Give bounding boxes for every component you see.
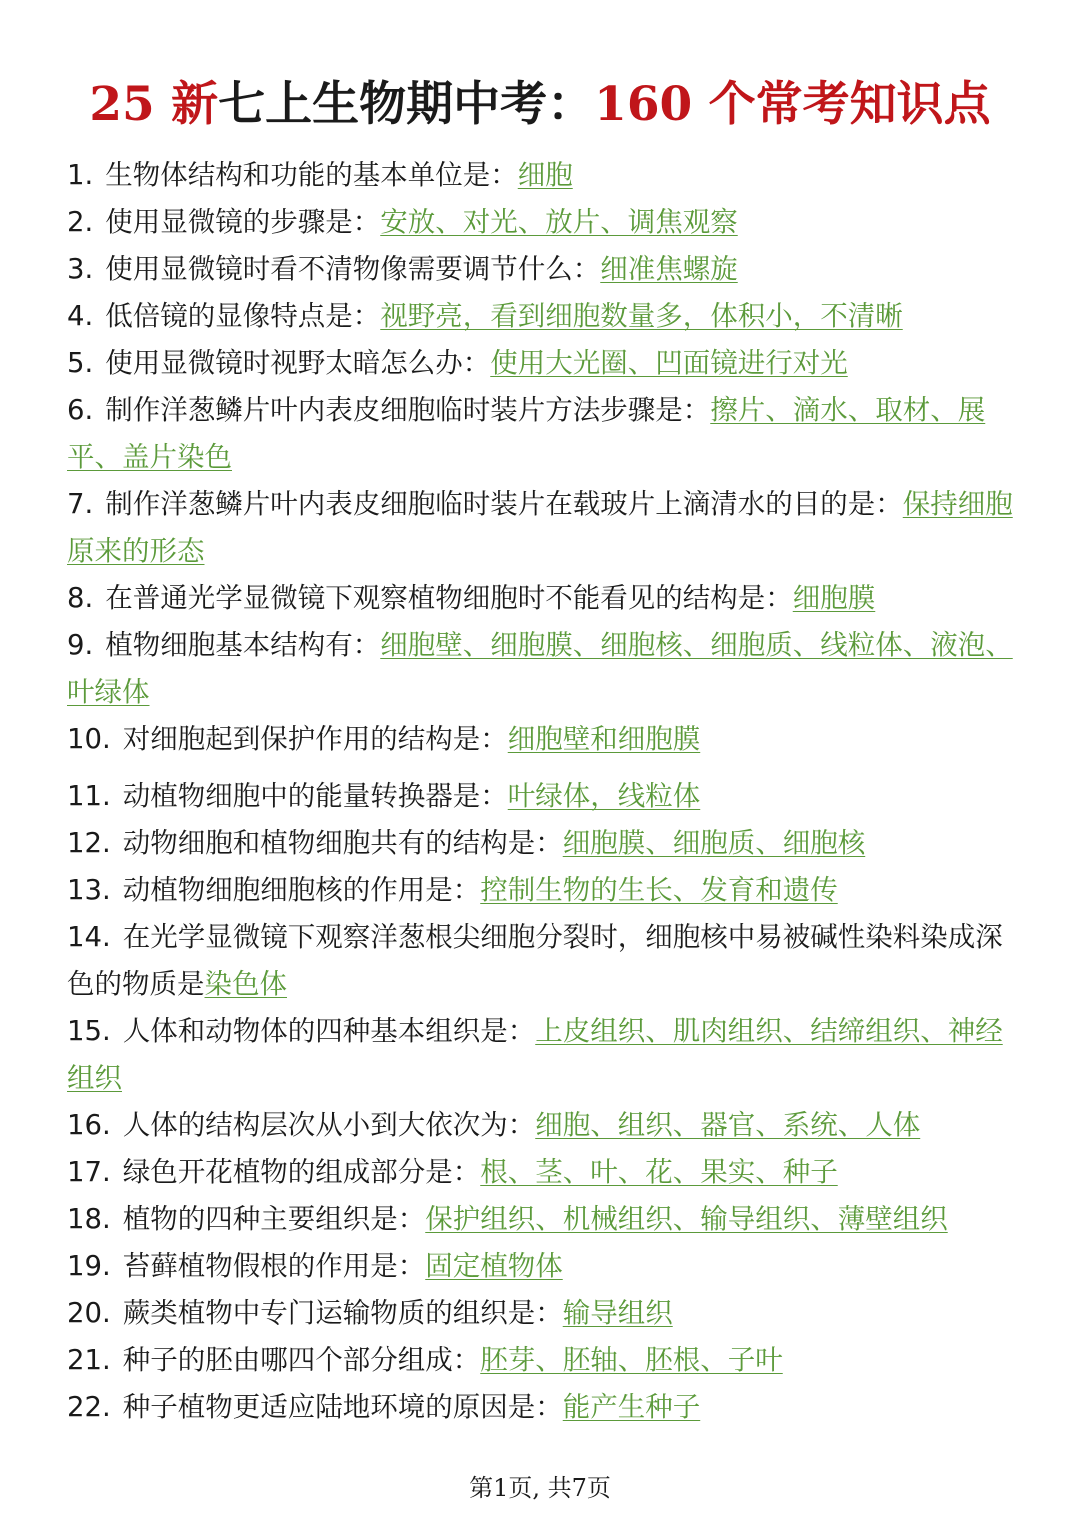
item-answer: 保护组织、机械组织、输导组织、薄壁组织 [425,1203,948,1235]
item-answer: 安放、对光、放片、调焦观察 [380,206,738,238]
item-question: 使用显微镜的步骤是： [105,206,381,238]
title-part-count: 160 个常考知识点 [594,77,991,132]
item-question: 生物体结构和功能的基本单位是： [105,159,518,191]
item-question: 蕨类植物中专门运输物质的组织是： [122,1297,563,1329]
item-answer: 细胞壁和细胞膜 [507,723,701,755]
item-number: 9. [67,629,94,661]
title-part-subject: 七上生物期中考： [218,77,595,132]
item-number: 1. [67,159,94,191]
item-question: 对细胞起到保护作用的结构是： [122,723,508,755]
item-answer: 细胞 [517,159,573,191]
knowledge-point-list [67,152,1017,1431]
item-answer: 控制生物的生长、发育和遗传 [480,874,838,906]
list-item [67,867,1017,914]
item-answer: 输导组织 [562,1297,673,1329]
item-question: 苔藓植物假根的作用是： [122,1250,426,1282]
list-item [67,575,1017,622]
item-number: 20. [67,1297,111,1329]
list-item [67,1243,1017,1290]
item-answer: 使用大光圈、凹面镜进行对光 [490,347,848,379]
list-item [67,1196,1017,1243]
item-answer: 细胞壁、细胞膜、细胞核、细胞质、线粒体、液泡、叶绿体 [67,629,1013,708]
item-answer: 擦片、滴水、取材、展平、盖片染色 [67,394,986,473]
item-answer: 细准焦螺旋 [600,253,738,285]
item-number: 2. [67,206,94,238]
page-footer: 第1页, 共7页 [469,1474,611,1502]
list-item [67,622,1017,716]
list-item [67,820,1017,867]
item-number: 12. [67,827,111,859]
item-number: 11. [67,780,111,812]
item-question: 在光学显微镜下观察洋葱根尖细胞分裂时，细胞核中易被碱性染料染成深色的物质是 [67,921,1003,1000]
item-question: 使用显微镜时视野太暗怎么办： [105,347,491,379]
item-answer: 能产生种子 [562,1391,701,1423]
item-question: 人体和动物体的四种基本组织是： [122,1015,536,1047]
item-question: 动植物细胞细胞核的作用是： [122,874,481,906]
list-item [67,246,1017,293]
item-question: 种子植物更适应陆地环境的原因是： [122,1391,563,1423]
item-question: 动植物细胞中的能量转换器是： [122,780,508,812]
item-question: 植物细胞基本结构有： [105,629,381,661]
item-number: 13. [67,874,111,906]
list-item [67,481,1017,575]
item-number: 3. [67,253,94,285]
item-answer: 细胞膜、细胞质、细胞核 [562,827,866,859]
list-item [67,1008,1017,1102]
list-item [67,1384,1017,1431]
item-number: 21. [67,1344,111,1376]
list-item [67,340,1017,387]
list-item [67,387,1017,481]
title-part-year: 25 新 [89,77,219,132]
page-title [0,68,1080,142]
list-item [67,1337,1017,1384]
item-number: 16. [67,1109,111,1141]
item-question: 植物的四种主要组织是： [122,1203,426,1235]
item-answer: 根、茎、叶、花、果实、种子 [480,1156,838,1188]
item-number: 10. [67,723,111,755]
item-number: 6. [67,394,94,426]
item-question: 在普通光学显微镜下观察植物细胞时不能看见的结构是： [105,582,793,614]
item-answer: 保持细胞原来的形态 [67,488,1013,567]
item-number: 5. [67,347,94,379]
item-number: 7. [67,488,94,520]
item-question: 种子的胚由哪四个部分组成： [122,1344,481,1376]
item-answer: 叶绿体，线粒体 [507,780,701,812]
list-item [67,293,1017,340]
item-number: 14. [67,921,111,953]
item-answer: 细胞、组织、器官、系统、人体 [535,1109,921,1141]
item-answer: 视野亮，看到细胞数量多，体积小，不清晰 [380,300,903,332]
list-item [67,773,1017,820]
item-question: 人体的结构层次从小到大依次为： [122,1109,536,1141]
item-number: 18. [67,1203,111,1235]
item-number: 22. [67,1391,111,1423]
item-answer: 固定植物体 [425,1250,563,1282]
list-item [67,1102,1017,1149]
list-item [67,199,1017,246]
item-number: 15. [67,1015,111,1047]
list-item [67,716,1017,763]
list-item [67,914,1017,1008]
item-answer: 胚芽、胚轴、胚根、子叶 [480,1344,783,1376]
item-number: 19. [67,1250,111,1282]
item-question: 绿色开花植物的组成部分是： [122,1156,481,1188]
list-item [67,152,1017,199]
item-answer: 染色体 [204,968,287,1000]
item-question: 动物细胞和植物细胞共有的结构是： [122,827,563,859]
item-number: 8. [67,582,94,614]
item-number: 4. [67,300,94,332]
item-answer: 上皮组织、肌肉组织、结缔组织、神经组织 [67,1015,1003,1094]
item-question: 低倍镜的显像特点是： [105,300,381,332]
item-answer: 细胞膜 [792,582,876,614]
list-item [67,1149,1017,1196]
item-question: 制作洋葱鳞片叶内表皮细胞临时装片在载玻片上滴清水的目的是： [105,488,903,520]
item-number: 17. [67,1156,111,1188]
list-item [67,1290,1017,1337]
item-question: 使用显微镜时看不清物像需要调节什么： [105,253,601,285]
item-question: 制作洋葱鳞片叶内表皮细胞临时装片方法步骤是： [105,394,711,426]
